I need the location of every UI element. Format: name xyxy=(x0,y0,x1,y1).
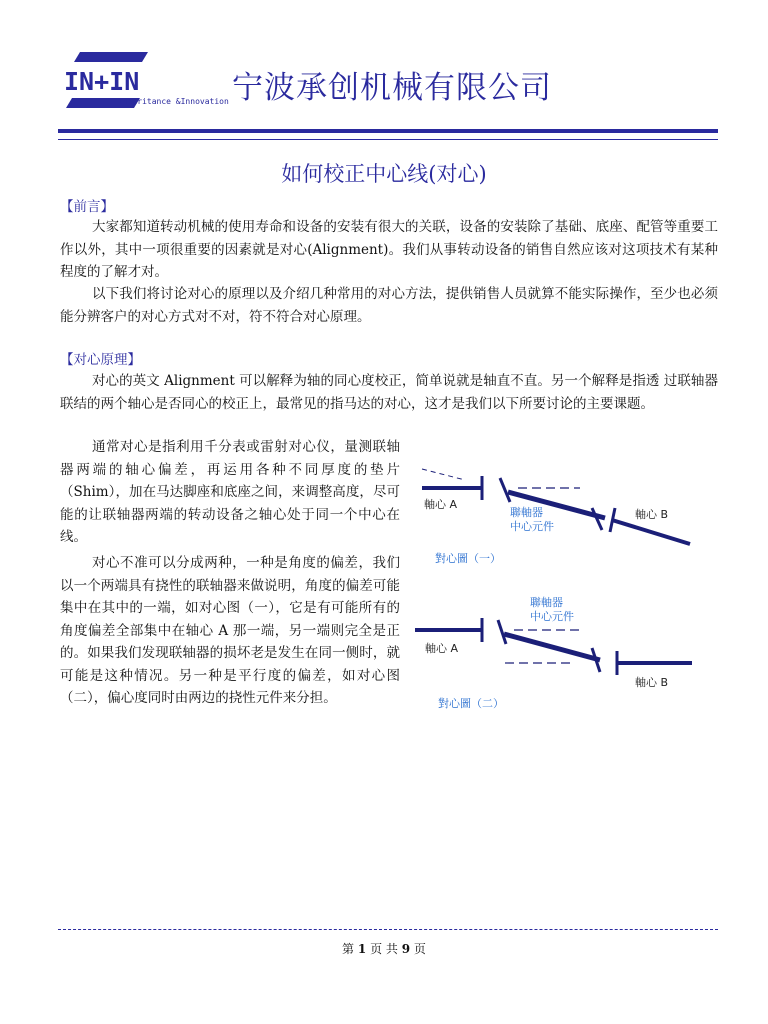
center-element-label: 中心元件 xyxy=(510,520,554,533)
current-page: 1 xyxy=(357,942,367,956)
shaft-b-label: 軸心 B xyxy=(635,508,669,521)
logo-stripe-top xyxy=(74,52,148,62)
flex-element-a xyxy=(500,478,510,502)
center-element-label: 中心元件 xyxy=(530,610,574,623)
reference-line xyxy=(422,469,465,480)
page-prefix: 第 xyxy=(342,942,355,956)
figure-caption: 對心圖（一） xyxy=(435,552,501,565)
page-middle: 页 共 xyxy=(370,942,398,956)
preface-paragraph-1: 大家都知道转动机械的使用寿命和设备的安装有很大的关联，设备的安装除了基础、底座、配管等重要工作以外，其中一项很重要的因素就是对心(Alignment)。我们从事转动设备的销售自然应该对这项技术有某种程度的了解才对。 xyxy=(60,219,718,280)
preface-paragraph-2: 以下我们将讨论对心的原理以及介绍几种常用的对心方法，提供销售人员就算不能实际操作，至少也必须能分辨客户的对心方式对不对，符不符合对心原理。 xyxy=(60,286,718,325)
coupling-label: 聯軸器 xyxy=(510,506,543,519)
figure-caption: 對心圖（二） xyxy=(438,697,504,710)
total-pages: 9 xyxy=(401,942,411,956)
logo-wordmark: IN+IN xyxy=(64,67,140,96)
coupling-label: 聯軸器 xyxy=(530,596,563,609)
company-name: 宁波承创机械有限公司 xyxy=(232,70,552,106)
page-suffix: 页 xyxy=(413,942,426,956)
page-number xyxy=(0,940,768,957)
shaft-b xyxy=(612,520,690,544)
logo-tagline: Inheritance &Innovation xyxy=(118,97,229,106)
principle-paragraph-3: 对心不准可以分成两种，一种是角度的偏差，我们以一个两端具有挠性的联轴器来做说明，角度的偏差可能集中在其中的一端，如对心图（一），它是有可能所有的角度偏差全部集中在轴心 A 那一端，另一端则完全是正的。如果我们发现联轴器的损坏老是发生在同一侧时，就可能是这种情况。另一种是平行度的偏差，如对心图（二），偏心度同时由两边的挠性元件来分担。 xyxy=(60,555,400,706)
section-heading-principle: 【对心原理】 xyxy=(60,352,141,368)
coupling-center-element xyxy=(504,634,600,660)
principle-paragraph-2: 通常对心是指利用千分表或雷射对心仪，量测联轴器两端的轴心偏差，再运用各种不同厚度的垫片（Shim），加在马达脚座和底座之间，来调整高度，尽可能的让联轴器两端的转动设备之轴心处于同一个中心在线。 xyxy=(60,439,400,545)
shaft-a-label: 軸心 A xyxy=(425,642,459,655)
principle-paragraph-1: 对心的英文 Alignment 可以解释为轴的同心度校正，简单说就是轴直不直。另一个解释是指透 过联轴器联结的两个轴心是否同心的校正上，最常见的指马达的对心，这才是我们以下所要讨论的主要课题。 xyxy=(60,373,718,412)
document-title: 如何校正中心线(对心) xyxy=(281,162,487,186)
section-heading-preface: 【前言】 xyxy=(60,199,114,215)
shaft-b-label: 軸心 B xyxy=(635,676,669,689)
alignment-figure-1 xyxy=(410,452,700,577)
company-logo xyxy=(60,48,230,110)
alignment-figure-2 xyxy=(410,590,700,720)
shaft-a-label: 軸心 A xyxy=(424,498,458,511)
header-rule-thick xyxy=(58,129,718,133)
footer-rule xyxy=(58,929,718,930)
header-rule-thin xyxy=(58,139,718,140)
